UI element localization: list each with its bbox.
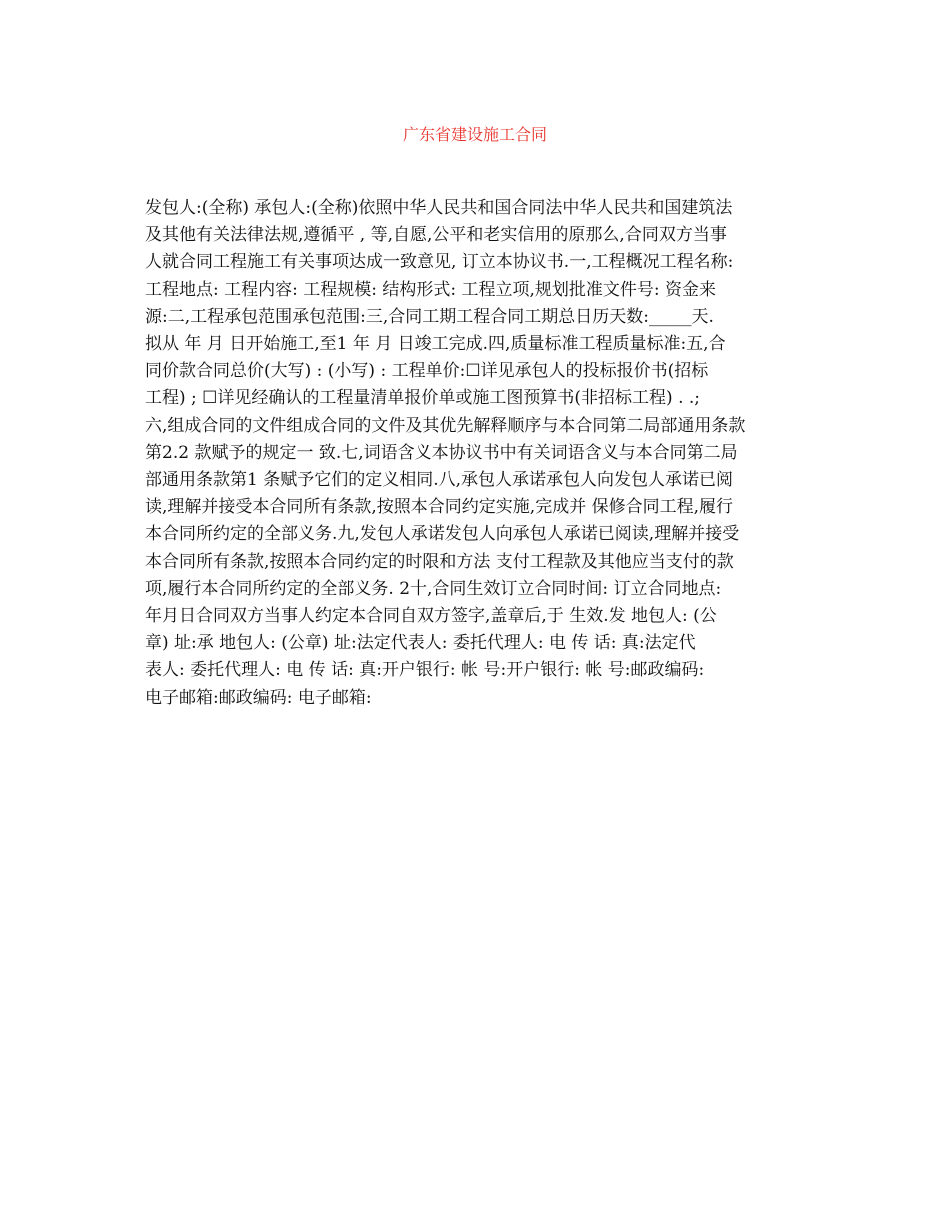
- body-line: 第2.2 款赋予的规定一 致.七,词语含义本协议书中有关词语含义与本合同第二局: [145, 442, 738, 463]
- body-line: 及其他有关法律法规,遵循平 , 等,自愿,公平和老实信用的原那么,合同双方当事: [145, 225, 727, 246]
- body-line: 章) 址:承 地包人: (公章) 址:法定代表人: 委托代理人: 电 传 话: 真:法定代: [145, 633, 696, 654]
- body-line: 本合同所约定的全部义务.九,发包人承诺发包人向承包人承诺已阅读,理解并接受: [145, 524, 740, 545]
- body-line: 年月日合同双方当事人约定本合同自双方签字,盖章后,于 生效.发 地包人: (公: [145, 606, 717, 627]
- body-line: 电子邮箱:邮政编码: 电子邮箱:: [145, 687, 372, 708]
- body-line: 同价款合同总价(大写) : (小写) : 工程单价:☐详见承包人的投标报价书(招标: [145, 361, 709, 382]
- body-line: 部通用条款第1 条赋予它们的定义相同.八,承包人承诺承包人向发包人承诺已阅: [145, 470, 734, 491]
- body-line: 发包人:(全称) 承包人:(全称)依照中华人民共和国合同法中华人民共和国建筑法: [145, 198, 733, 218]
- document-body: [145, 195, 810, 712]
- body-line: 人就合同工程施工有关事项达成一致意见, 订立本协议书.一,工程概况工程名称:: [145, 252, 734, 273]
- body-line: 六,组成合同的文件组成合同的文件及其优先解释顺序与本合同第二局部通用条款: [145, 415, 746, 436]
- body-line: 源:二,工程承包范围承包范围:三,合同工期工程合同工期总日历天数:_____天.: [145, 306, 714, 327]
- body-line: 表人: 委托代理人: 电 传 话: 真:开户银行: 帐 号:开户银行: 帐 号:邮政编码:: [145, 660, 705, 681]
- body-line: 读,理解并接受本合同所有条款,按照本合同约定实施,完成并 保修合同工程,履行: [145, 497, 734, 518]
- body-line: 拟从 年 月 日开始施工,至1 年 月 日竣工完成.四,质量标准工程质量标准:五,合: [145, 334, 726, 355]
- body-line: 本合同所有条款,按照本合同约定的时限和方法 支付工程款及其他应当支付的款: [145, 551, 734, 572]
- body-line: 工程地点: 工程内容: 工程规模: 结构形式: 工程立项,规划批准文件号: 资金来: [145, 279, 717, 300]
- body-line: 项,履行本合同所约定的全部义务. 2十,合同生效订立合同时间: 订立合同地点:: [145, 578, 722, 599]
- body-line: 工程) ; ☐详见经确认的工程量清单报价单或施工图预算书(非招标工程) . .;: [145, 388, 701, 409]
- document-title: 广东省建设施工合同: [402, 125, 547, 144]
